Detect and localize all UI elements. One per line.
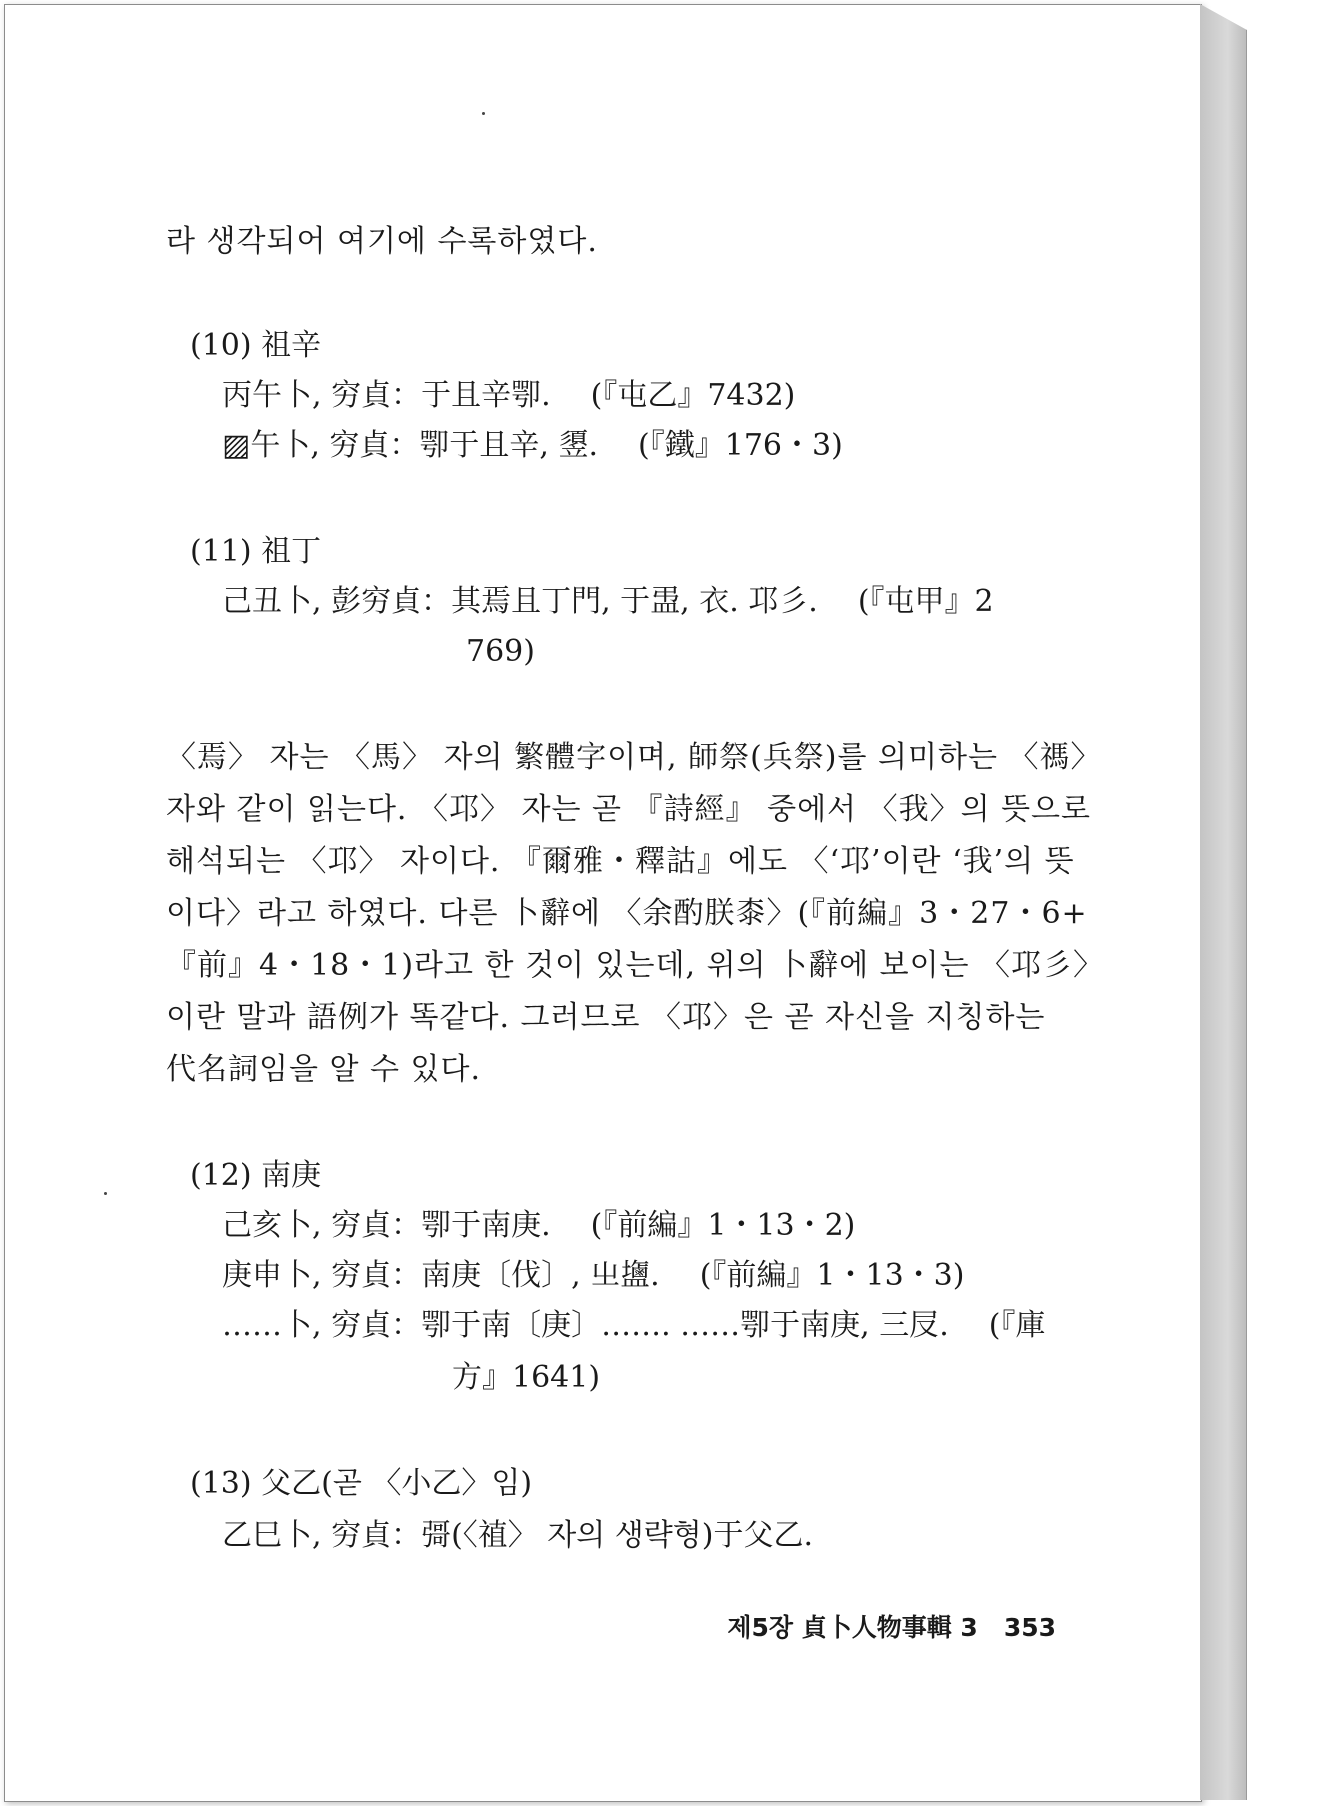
inscription-line	[222, 582, 994, 622]
section-heading-12: (12) 南庚	[190, 1158, 322, 1193]
source-citation-continuation: 方』1641)	[452, 1360, 601, 1395]
paragraph-line: 〈焉〉 자는 〈馬〉 자의 繁體字이며, 師祭(兵祭)를 의미하는 〈禡〉	[166, 740, 1102, 775]
paragraph-line: 이다〉라고 하였다. 다른 卜辭에 〈余酌朕桼〉(『前編』3・27・6+	[166, 896, 1088, 931]
inscription-line	[222, 426, 843, 466]
page-footer	[727, 1610, 1056, 1646]
inscription-text: 庚申卜, 穷貞：南庚〔伐〕, 㞢䀋.	[222, 1258, 660, 1293]
section-heading-11: (11) 祖丁	[190, 534, 322, 569]
inscription-text: 丙午卜, 穷貞：于且辛卾.	[222, 378, 551, 413]
section-heading-10: (10) 祖辛	[190, 328, 322, 363]
inscription-text: 己亥卜, 穷貞：卾于南庚.	[222, 1208, 551, 1243]
inscription-line	[222, 1256, 964, 1296]
inscription-text: ……卜, 穷貞：卾于南〔庚〕……. ……卾于南庚, 三㞋.	[222, 1308, 949, 1343]
source-citation-continuation: 769)	[466, 634, 535, 669]
source-citation: (『屯乙』7432)	[590, 378, 796, 413]
inscription-line	[222, 1306, 1045, 1346]
page-stack-edge	[1200, 4, 1247, 1800]
source-citation: (『庫	[988, 1308, 1046, 1343]
scan-speck	[104, 1192, 107, 1195]
paragraph-line: 이란 말과 語例가 똑같다. 그러므로 〈邛〉은 곧 자신을 지칭하는	[166, 1000, 1046, 1035]
inscription-line	[222, 376, 795, 416]
scan-speck	[482, 112, 485, 115]
intro-line: 라 생각되어 여기에 수록하였다.	[166, 224, 598, 259]
section-heading-13: (13) 父乙(곧 〈小乙〉임)	[190, 1466, 533, 1501]
inscription-text: ▨午卜, 穷貞：卾于且辛, 䇓.	[222, 428, 599, 463]
source-citation: (『前編』1・13・3)	[699, 1258, 965, 1293]
paragraph-line: 代名詞임을 알 수 있다.	[166, 1052, 482, 1087]
paragraph-line: 『前』4・18・1)라고 한 것이 있는데, 위의 卜辭에 보이는 〈邛彡〉	[166, 948, 1105, 983]
source-citation: (『屯甲』2	[857, 584, 994, 619]
page-number: 353	[1003, 1613, 1056, 1642]
inscription-text: 己丑卜, 彭穷貞：其焉且丁門, 于盄, 衣. 邛彡.	[222, 584, 818, 619]
paragraph-line: 해석되는 〈邛〉 자이다. 『爾雅・釋詁』에도 〈‘邛’이란 ‘我’의 뜻	[166, 844, 1075, 879]
running-header-chapter: 제5장 貞卜人物事輯 3	[727, 1613, 978, 1642]
inscription-line	[222, 1206, 855, 1246]
source-citation: (『鐵』176・3)	[638, 428, 843, 463]
inscription-line	[222, 1516, 813, 1556]
inscription-text: 乙巳卜, 穷貞：彁(〈禃〉 자의 생략형)于父乙.	[222, 1518, 813, 1553]
source-citation: (『前編』1・13・2)	[590, 1208, 856, 1243]
paragraph-line: 자와 같이 읽는다. 〈邛〉 자는 곧 『詩經』 중에서 〈我〉의 뜻으로	[166, 792, 1092, 827]
